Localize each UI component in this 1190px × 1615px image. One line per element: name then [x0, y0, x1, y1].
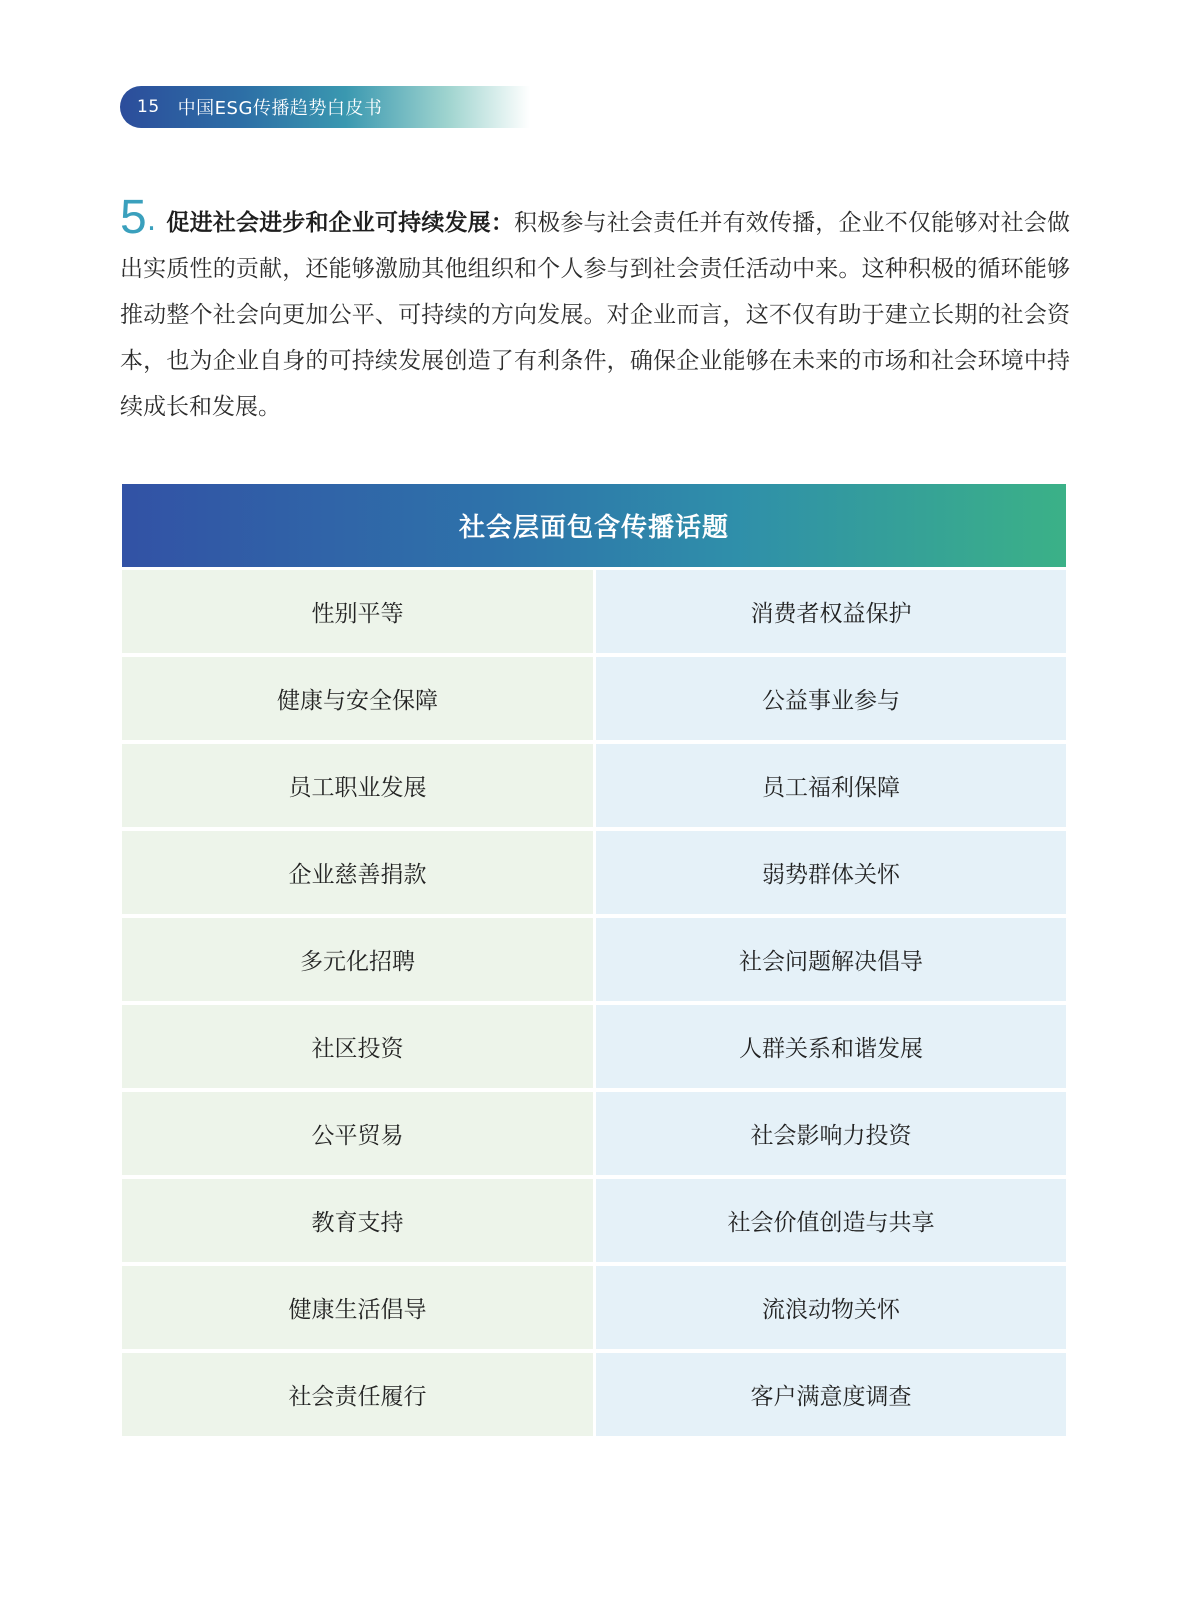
table-cell: 教育支持	[122, 1179, 593, 1262]
table-row	[122, 744, 1066, 827]
table-cell: 社会责任履行	[122, 1353, 593, 1436]
table-cell: 流浪动物关怀	[596, 1266, 1066, 1349]
page-number: 15	[137, 97, 160, 117]
table-cell: 人群关系和谐发展	[596, 1005, 1066, 1088]
table-row	[122, 657, 1066, 740]
table-cell: 公益事业参与	[596, 657, 1066, 740]
table-cell: 企业慈善捐款	[122, 831, 593, 914]
table-cell: 健康生活倡导	[122, 1266, 593, 1349]
section-heading: 促进社会进步和企业可持续发展：	[166, 210, 515, 236]
table-row	[122, 831, 1066, 914]
table-cell: 员工职业发展	[122, 744, 593, 827]
table-cell: 社区投资	[122, 1005, 593, 1088]
section-body: 积极参与社会责任并有效传播，企业不仅能够对社会做出实质性的贡献，还能够激励其他组织和个人参与到社会责任活动中来。这种积极的循环能够推动整个社会向更加公平、可持续的方向发展。对企业而言，这不仅有助于建立长期的社会资本，也为企业自身的可持续发展创造了有利条件，确保企业能够在未来的市场和社会环境中持续成长和发展。	[120, 210, 1071, 420]
table-row	[122, 1266, 1066, 1349]
table-cell: 性别平等	[122, 570, 593, 653]
table-header	[122, 484, 1066, 567]
table-cell: 健康与安全保障	[122, 657, 593, 740]
table-row	[122, 570, 1066, 653]
section-number-dot: .	[146, 203, 157, 238]
table-cell: 多元化招聘	[122, 918, 593, 1001]
table-title: 社会层面包含传播话题	[458, 513, 729, 543]
table-body	[122, 570, 1066, 1436]
table-row	[122, 1179, 1066, 1262]
table-row	[122, 918, 1066, 1001]
table-cell: 客户满意度调查	[596, 1353, 1066, 1436]
table-row	[122, 1092, 1066, 1175]
table-cell: 弱势群体关怀	[596, 831, 1066, 914]
table-row	[122, 1353, 1066, 1436]
table-cell: 员工福利保障	[596, 744, 1066, 827]
table-cell: 社会问题解决倡导	[596, 918, 1066, 1001]
topics-table	[122, 484, 1066, 1440]
document-title: 中国ESG传播趋势白皮书	[177, 98, 383, 119]
header-bar	[120, 86, 530, 128]
table-row	[122, 1005, 1066, 1088]
table-cell: 社会影响力投资	[596, 1092, 1066, 1175]
section-paragraph	[120, 191, 1071, 430]
table-cell: 社会价值创造与共享	[596, 1179, 1066, 1262]
table-cell: 消费者权益保护	[596, 570, 1066, 653]
section-number: 5	[120, 191, 147, 244]
table-cell: 公平贸易	[122, 1092, 593, 1175]
